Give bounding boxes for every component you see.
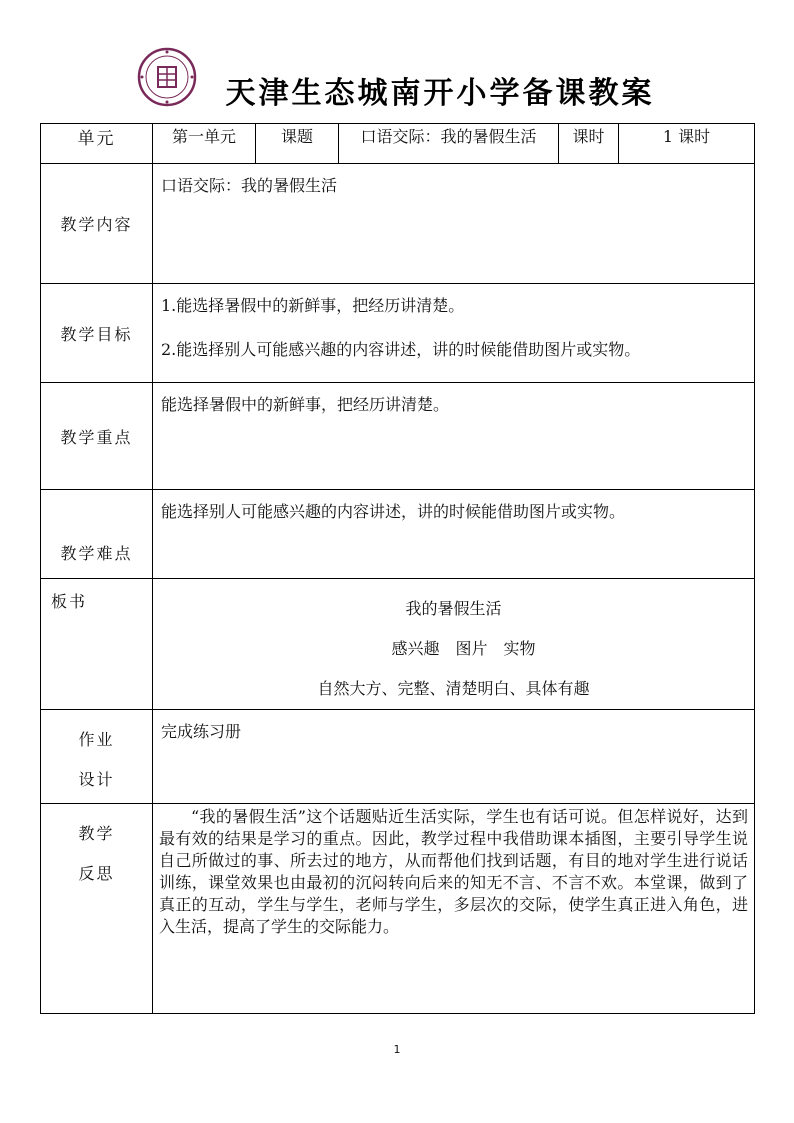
info-row — [41, 124, 755, 164]
homework-label-line: 作业 — [78, 730, 115, 749]
board-line: 我的暑假生活 — [405, 599, 502, 618]
topic-value: 口语交际：我的暑假生活 — [339, 124, 559, 164]
homework-label-line: 设计 — [78, 770, 115, 789]
board-label: 板书 — [41, 579, 153, 710]
goal-item: 1.能选择暑假中的新鲜事，把经历讲清楚。 — [161, 296, 465, 315]
page-title: 天津生态城南开小学备课教案 — [225, 76, 655, 111]
board-cell — [153, 579, 755, 710]
difficulties-label: 教学难点 — [41, 490, 153, 579]
content-text: 口语交际：我的暑假生活 — [153, 164, 755, 284]
lesson-plan-table — [40, 123, 755, 1014]
content-label: 教学内容 — [41, 164, 153, 284]
school-seal-icon — [137, 47, 197, 107]
key-points-label: 教学重点 — [41, 383, 153, 490]
unit-value: 第一单元 — [153, 124, 256, 164]
difficulties-text: 能选择别人可能感兴趣的内容讲述，讲的时候能借助图片或实物。 — [153, 490, 755, 579]
topic-label: 课题 — [256, 124, 339, 164]
reflection-label — [41, 804, 153, 1014]
period-label: 课时 — [559, 124, 619, 164]
page-number: 1 — [393, 1043, 401, 1056]
goals-label: 教学目标 — [41, 284, 153, 383]
reflection-row — [41, 804, 755, 1014]
board-line: 自然大方、完整、清楚明白、具体有趣 — [317, 679, 590, 698]
homework-text: 完成练习册 — [153, 710, 755, 804]
unit-label: 单元 — [41, 124, 153, 164]
reflection-label-line: 教学 — [78, 824, 115, 843]
key-points-row — [41, 383, 755, 490]
board-line: 感兴趣 图片 实物 — [391, 639, 536, 658]
period-value: 1 课时 — [619, 124, 755, 164]
content-row — [41, 164, 755, 284]
key-points-text: 能选择暑假中的新鲜事，把经历讲清楚。 — [153, 383, 755, 490]
homework-row — [41, 710, 755, 804]
reflection-label-line: 反思 — [78, 864, 115, 883]
goals-row — [41, 284, 755, 383]
goal-item: 2.能选择别人可能感兴趣的内容讲述，讲的时候能借助图片或实物。 — [161, 340, 641, 359]
board-row — [41, 579, 755, 710]
homework-label — [41, 710, 153, 804]
difficulties-row — [41, 490, 755, 579]
goals-cell — [153, 284, 755, 383]
reflection-text: “我的暑假生活”这个话题贴近生活实际，学生也有话可说。但怎样说好，达到最有效的结果是学习的重点。因此，教学过程中我借助课本插图，主要引导学生说自己所做过的事、所去过的地方，从而帮他们找到话题，有目的地对学生进行说话训练，课堂效果也由最初的沉闷转向后来的知无不言、不言不欢。本堂课，做到了真正的互动，学生与学生，老师与学生，多层次的交际，使学生真正进入角色，进入生活，提高了学生的交际能力。 — [153, 804, 755, 1014]
